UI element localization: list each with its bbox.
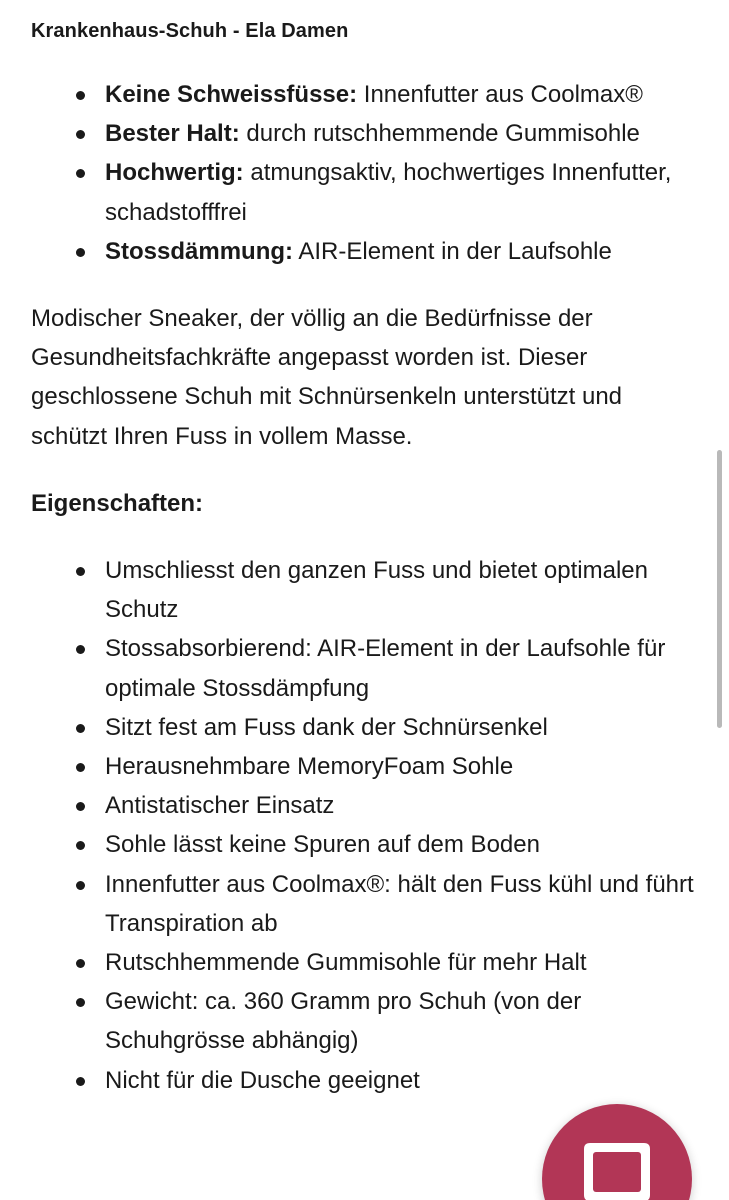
feature-text: durch rutschhemmende Gummisohle <box>239 120 640 148</box>
feature-text: Innenfutter aus Coolmax® <box>357 81 643 108</box>
feature-label: Stossdämmung: <box>105 237 294 265</box>
chat-button[interactable] <box>542 1104 692 1200</box>
product-description <box>31 75 696 1100</box>
list-item <box>105 75 696 114</box>
list-item: Nicht für die Dusche geeignet <box>105 1061 696 1100</box>
list-item <box>105 232 696 271</box>
feature-list <box>31 75 696 271</box>
feature-label: Keine Schweissfüsse: <box>105 81 358 108</box>
list-item: Sitzt fest am Fuss dank der Schnürsenkel <box>105 708 696 747</box>
feature-label: Hochwertig: <box>105 159 244 187</box>
list-item: Sohle lässt keine Spuren auf dem Boden <box>105 825 696 864</box>
description-paragraph: Modischer Sneaker, der völlig an die Bedürfnisse der Gesundheitsfachkräfte angepasst worden ist. Dieser geschlossene Schuh mit Schnürsenkeln unterstützt und schützt Ihren Fuss in vollem Masse. <box>31 305 623 450</box>
list-item: Antistatischer Einsatz <box>105 786 696 825</box>
scrollbar[interactable] <box>717 450 722 728</box>
properties-list <box>31 551 696 1100</box>
list-item: Rutschhemmende Gummisohle für mehr Halt <box>105 943 696 982</box>
page-title: Krankenhaus-Schuh - Ela Damen <box>31 20 349 42</box>
list-item: Gewicht: ca. 360 Gramm pro Schuh (von der Schuhgrösse abhängig) <box>105 982 696 1060</box>
list-item <box>105 114 696 153</box>
feature-text: AIR-Element in der Laufsohle <box>293 237 612 265</box>
feature-label: Bester Halt: <box>105 120 240 148</box>
list-item: Innenfutter aus Coolmax®: hält den Fuss kühl und führt Transpiration ab <box>105 865 696 943</box>
properties-heading: Eigenschaften: <box>31 489 204 517</box>
list-item: Herausnehmbare MemoryFoam Sohle <box>105 747 696 786</box>
list-item: Umschliesst den ganzen Fuss und bietet optimalen Schutz <box>105 551 696 629</box>
list-item: Stossabsorbierend: AIR-Element in der Laufsohle für optimale Stossdämpfung <box>105 629 696 707</box>
chat-icon <box>580 1139 654 1200</box>
feature-text: atmungsaktiv, hochwertiges Innenfutter, schadstofffrei <box>105 159 672 226</box>
list-item <box>105 153 696 231</box>
